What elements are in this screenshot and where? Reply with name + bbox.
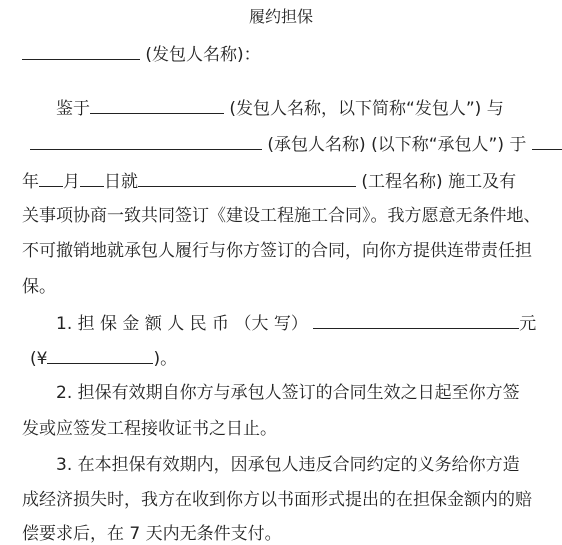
amount-figure-blank[interactable] [47, 348, 153, 364]
para1-line6: 保。 [22, 277, 56, 297]
para1-contractor-note: (承包人名称) (以下称“承包人”) 于 [267, 135, 527, 155]
employer-blank[interactable] [90, 98, 224, 114]
item3-line3: 偿要求后，在 7 天内无条件支付。 [22, 524, 282, 544]
item3-line1: 3. 在本担保有效期内，因承包人违反合同约定的义务给你方造 [56, 455, 520, 475]
year-blank[interactable] [532, 134, 562, 150]
para1-prefix: 鉴于 [56, 99, 90, 119]
day-blank[interactable] [80, 171, 104, 187]
employer-name-blank[interactable] [22, 44, 140, 60]
para1-line2 [30, 134, 562, 155]
document-title: 履约担保 [248, 7, 313, 26]
amount-words-blank[interactable] [313, 313, 519, 329]
para1-line1 [56, 98, 504, 119]
day-label: 日就 [104, 172, 138, 192]
project-name-blank[interactable] [138, 171, 356, 187]
yen-open: (¥ [30, 349, 48, 369]
para1-employer-note: (发包人名称，以下简称“发包人”) 与 [229, 99, 504, 119]
para1-line3 [22, 171, 516, 192]
item1-line1 [56, 313, 536, 334]
salutation-line [22, 44, 261, 65]
item2-line2: 发或应签发工程接收证书之日止。 [22, 419, 277, 439]
para1-project-note: (工程名称) 施工及有 [361, 172, 517, 192]
contractor-blank[interactable] [30, 134, 262, 150]
month-blank[interactable] [39, 171, 63, 187]
salutation-suffix: (发包人名称)： [145, 45, 261, 65]
month-label: 月 [63, 172, 80, 192]
year-label: 年 [22, 172, 39, 192]
item3-line2: 成经济损失时，我方在收到你方以书面形式提出的在担保金额内的赔 [22, 490, 532, 510]
item2-line1: 2. 担保有效期自你方与承包人签订的合同生效之日起至你方签 [56, 383, 520, 403]
guarantee-amount-label: 1. 担 保 金 额 人 民 币 （大 写） [56, 314, 308, 334]
yuan-label: 元 [519, 314, 537, 334]
para1-line5: 不可撤销地就承包人履行与你方签订的合同，向你方提供连带责任担 [22, 241, 532, 261]
yen-close: )。 [153, 349, 178, 369]
item1-line2 [30, 348, 177, 369]
para1-line4: 关事项协商一致共同签订《建设工程施工合同》。我方愿意无条件地、 [22, 206, 541, 226]
